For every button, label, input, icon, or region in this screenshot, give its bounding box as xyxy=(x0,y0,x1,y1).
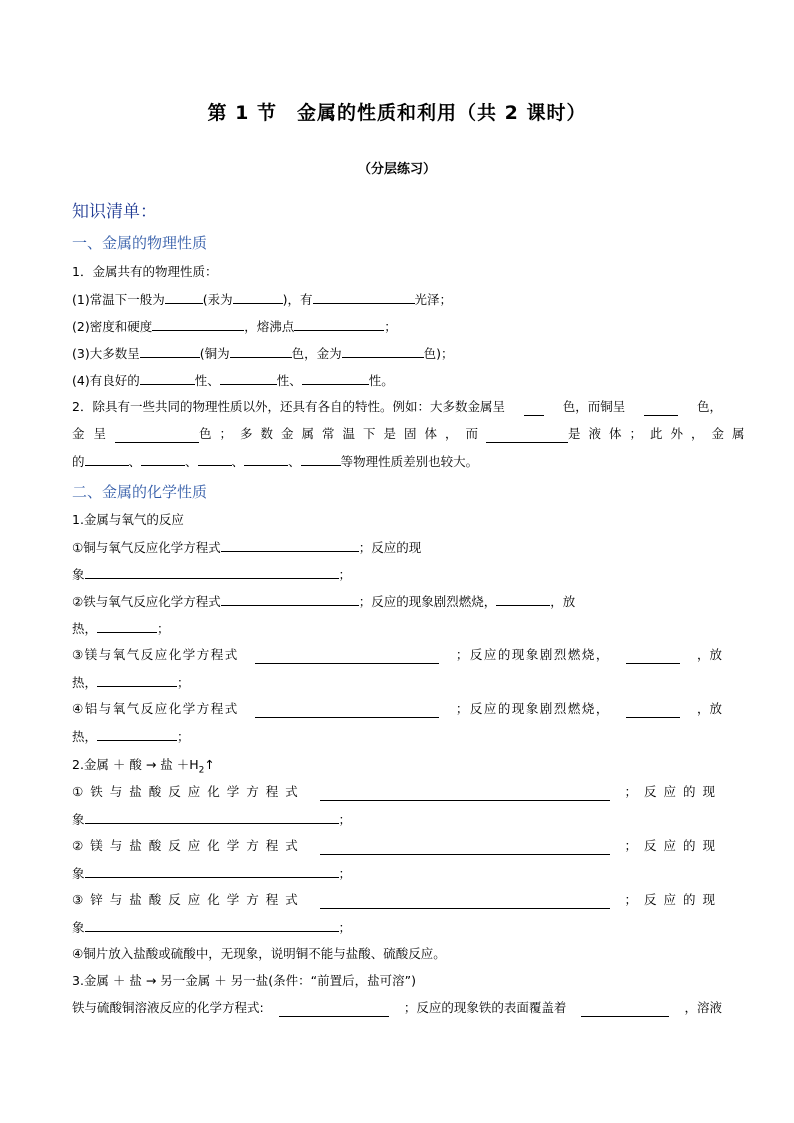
blank[interactable] xyxy=(141,452,185,466)
acid-zn-line1: ③锌与盐酸反应化学方程式 ；反应的现 xyxy=(72,892,722,907)
blank[interactable] xyxy=(626,704,680,718)
acid-zn-line2: 象 ； xyxy=(72,920,352,935)
blank[interactable] xyxy=(524,402,544,416)
s1-para2-line1: 2．除具有一些共同的物理性质以外，还具有各自的特性。例如：大多数金属呈 色，而铜呈 色， xyxy=(72,399,722,414)
blank[interactable] xyxy=(313,290,415,304)
blank[interactable] xyxy=(140,344,200,358)
blank[interactable] xyxy=(220,371,277,385)
blank[interactable] xyxy=(320,787,610,801)
acid-fe-line2: 象 ； xyxy=(72,812,352,827)
blank[interactable] xyxy=(221,538,359,552)
blank[interactable] xyxy=(279,1003,389,1017)
s1-line2: (1)常温下一般为 (汞为 )，有 光泽； xyxy=(72,292,453,307)
blank[interactable] xyxy=(626,650,680,664)
s1-line3: (2)密度和硬度 ，熔沸点 ； xyxy=(72,319,397,334)
s1-line1: 1．金属共有的物理性质： xyxy=(72,264,218,279)
cu-line1: ①铜与氧气反应化学方程式 ；反应的现 xyxy=(72,540,422,555)
blank[interactable] xyxy=(230,344,292,358)
section2-heading: 二、金属的化学性质 xyxy=(72,483,208,501)
blank[interactable] xyxy=(301,452,341,466)
blank[interactable] xyxy=(85,864,339,878)
blank[interactable] xyxy=(302,371,369,385)
fe-line1: ②铁与氧气反应化学方程式 ；反应的现象剧烈燃烧， ，放 xyxy=(72,594,576,609)
knowledge-heading: 知识清单： xyxy=(72,202,157,222)
s2-sub1: 1.金属与氧气的反应 xyxy=(72,512,184,527)
blank[interactable] xyxy=(496,592,550,606)
blank[interactable] xyxy=(97,619,157,633)
blank[interactable] xyxy=(320,841,610,855)
mg-line1: ③镁与氧气反应化学方程式 ；反应的现象剧烈燃烧， ，放 xyxy=(72,647,722,662)
al-line1: ④铝与氧气反应化学方程式 ；反应的现象剧烈燃烧， ，放 xyxy=(72,701,722,716)
mg-line2: 热， ； xyxy=(72,675,190,690)
page-title: 第 1 节 金属的性质和利用（共 2 课时） xyxy=(207,102,587,124)
fe-line2: 热， ； xyxy=(72,621,170,636)
blank[interactable] xyxy=(320,895,610,909)
blank[interactable] xyxy=(165,290,203,304)
blank[interactable] xyxy=(85,452,129,466)
acid-mg-line2: 象 ； xyxy=(72,866,352,881)
blank[interactable] xyxy=(581,1003,669,1017)
page-subtitle: （分层练习） xyxy=(357,162,436,177)
s1-line4: (3)大多数呈 (铜为 色，金为 色)； xyxy=(72,346,454,361)
blank[interactable] xyxy=(97,727,177,741)
acid-mg-line1: ②镁与盐酸反应化学方程式 ；反应的现 xyxy=(72,838,722,853)
blank[interactable] xyxy=(644,402,678,416)
blank[interactable] xyxy=(115,429,199,443)
fe-cuso4-line: 铁与硫酸铜溶液反应的化学方程式: ；反应的现象铁的表面覆盖着 ，溶液 xyxy=(72,1000,722,1015)
acid-cu-note: ④铜片放入盐酸或硫酸中，无现象，说明铜不能与盐酸、硫酸反应。 xyxy=(72,946,446,961)
blank[interactable] xyxy=(294,317,384,331)
s1-line5: (4)有良好的 性、 性、 性。 xyxy=(72,373,394,388)
blank[interactable] xyxy=(221,592,359,606)
blank[interactable] xyxy=(85,918,339,932)
blank[interactable] xyxy=(255,704,439,718)
s2-sub2: 2.金属 ＋ 酸 → 盐 $+H_2↑$ xyxy=(72,757,215,776)
blank[interactable] xyxy=(152,317,244,331)
acid-fe-line1: ①铁与盐酸反应化学方程式 ；反应的现 xyxy=(72,784,722,799)
blank[interactable] xyxy=(85,810,339,824)
blank[interactable] xyxy=(198,452,232,466)
s2-sub3: 3.金属 ＋ 盐 → 另一金属 ＋ 另一盐(条件：“前置后，盐可溶”) xyxy=(72,973,416,988)
s1-para2-line2: 金呈 色；多数金属常温下是固体，而 是液体；此外，金属 xyxy=(72,426,753,441)
blank[interactable] xyxy=(244,452,288,466)
blank[interactable] xyxy=(97,673,177,687)
blank[interactable] xyxy=(85,565,339,579)
blank[interactable] xyxy=(140,371,195,385)
blank[interactable] xyxy=(233,290,283,304)
blank[interactable] xyxy=(486,429,568,443)
blank[interactable] xyxy=(342,344,424,358)
blank[interactable] xyxy=(255,650,439,664)
al-line2: 热， ； xyxy=(72,729,190,744)
section1-heading: 一、金属的物理性质 xyxy=(72,234,208,252)
cu-line2: 象 ； xyxy=(72,567,352,582)
s1-para2-line3: 的 、 、 、 、 等物理性质差别也较大。 xyxy=(72,454,479,469)
